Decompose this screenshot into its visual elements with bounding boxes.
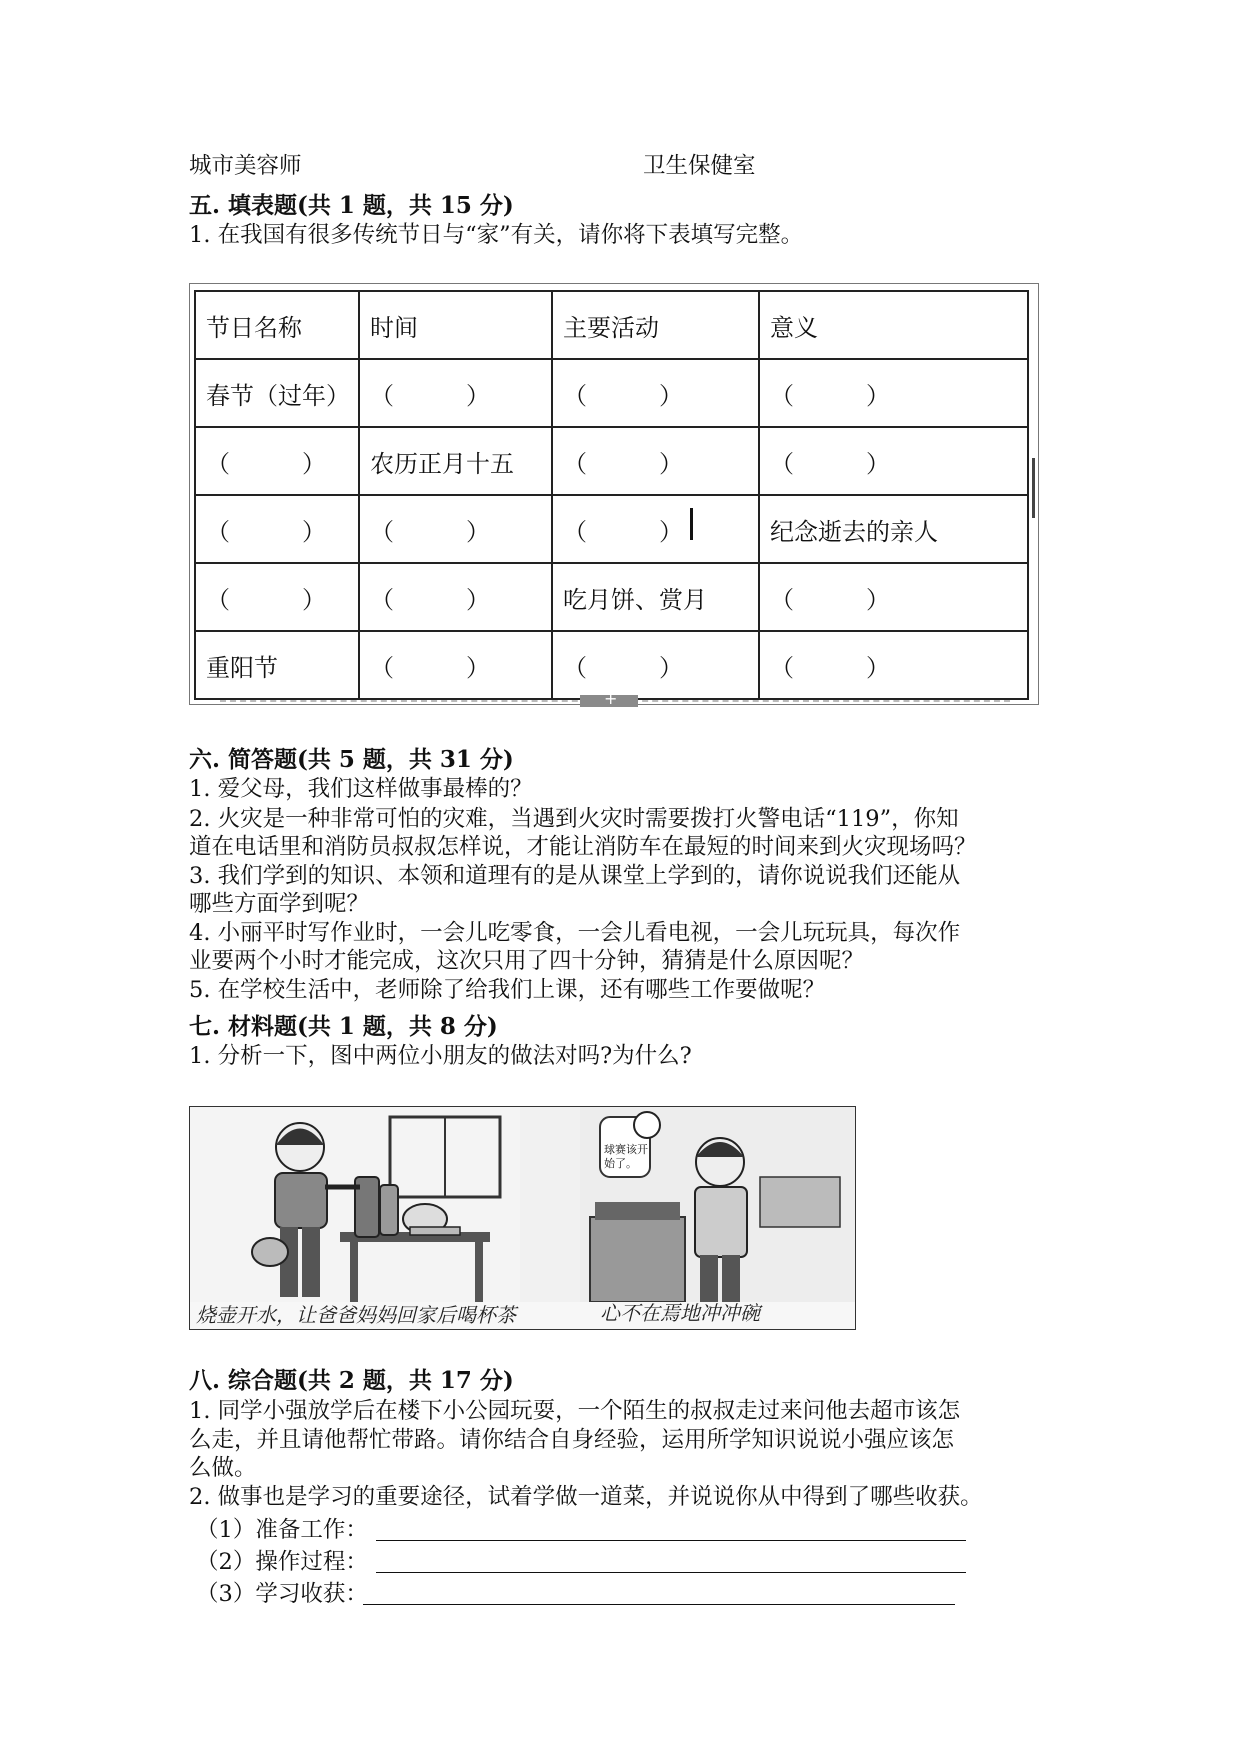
section5-heading: 五. 填表题(共 1 题，共 15 分) [189, 192, 514, 219]
table-cell[interactable]: （ ） [759, 631, 1028, 699]
table-scroll-marker [1032, 458, 1035, 518]
table-cell[interactable]: 春节（过年） [195, 359, 359, 427]
table-cell[interactable]: 纪念逝去的亲人 [759, 495, 1028, 563]
section7-heading: 七. 材料题(共 1 题，共 8 分) [189, 1013, 498, 1040]
table-cell[interactable]: 重阳节 [195, 631, 359, 699]
illustration-children [189, 1106, 856, 1330]
table-cell[interactable]: （ ） [195, 563, 359, 631]
section7-question1: 1. 分析一下，图中两位小朋友的做法对吗?为什么? [189, 1043, 692, 1069]
speech-bubble-text: 球赛该开始了。 [604, 1143, 648, 1170]
table-cell[interactable]: （ ） [552, 427, 759, 495]
table-cell[interactable]: 农历正月十五 [359, 427, 552, 495]
section6-line: 1. 爱父母，我们这样做事最棒的？ [189, 776, 533, 802]
answer-line-preparation[interactable] [376, 1540, 966, 1541]
section6-line: 2. 火灾是一种非常可怕的灾难，当遇到火灾时需要拨打火警电话“119”，你知 [189, 806, 959, 832]
fill-label-process: （2）操作过程： [196, 1549, 368, 1575]
section6-line: 4. 小丽平时写作业时，一会儿吃零食，一会儿看电视，一会儿玩玩具，每次作 [189, 920, 961, 946]
section8-line: 么走，并且请他帮忙带路。请你结合自身经验，运用所学知识说说小强应该怎 [189, 1427, 955, 1453]
label-health-room: 卫生保健室 [643, 153, 756, 179]
section6-line: 道在电话里和消防员叔叔怎样说，才能让消防车在最短的时间来到火灾现场吗？ [189, 834, 977, 860]
table-cell[interactable]: （ ） [552, 631, 759, 699]
header-time: 时间 [359, 291, 552, 359]
caption-left: 烧壶开水，让爸爸妈妈回家后喝杯茶 [196, 1303, 516, 1327]
table-cell[interactable]: （ ） [359, 563, 552, 631]
section6-line: 哪些方面学到呢？ [189, 891, 370, 917]
header-main-activity: 主要活动 [552, 291, 759, 359]
fill-label-preparation: （1）准备工作： [196, 1517, 368, 1543]
table-row [195, 427, 1028, 495]
table-cell[interactable]: （ ） [759, 563, 1028, 631]
table-resize-handle[interactable] [580, 689, 638, 708]
section6-line: 业要两个小时才能完成，这次只用了四十分钟，猜猜是什么原因呢？ [189, 948, 865, 974]
table-cell[interactable]: （ ） [195, 427, 359, 495]
answer-line-process[interactable] [376, 1572, 966, 1573]
section6-line: 5. 在学校生活中，老师除了给我们上课，还有哪些工作要做呢？ [189, 977, 826, 1003]
text-cursor [690, 508, 693, 540]
answer-line-gains[interactable] [363, 1604, 955, 1605]
table-cell[interactable]: （ ） [759, 359, 1028, 427]
table-row [195, 495, 1028, 563]
label-city-beautician: 城市美容师 [189, 153, 302, 179]
section6-line: 3. 我们学到的知识、本领和道理有的是从课堂上学到的，请你说说我们还能从 [189, 863, 961, 889]
table-cell[interactable]: （ ） [195, 495, 359, 563]
table-header-row [195, 291, 1028, 359]
table-cell[interactable]: 吃月饼、赏月 [552, 563, 759, 631]
table-cell[interactable]: （ ） [359, 359, 552, 427]
header-meaning: 意义 [759, 291, 1028, 359]
table-cell[interactable]: （ ） [552, 359, 759, 427]
table-cell[interactable]: （ ） [359, 631, 552, 699]
section8-line: 2. 做事也是学习的重要途径，试着学做一道菜，并说说你从中得到了哪些收获。 [189, 1484, 983, 1510]
fill-label-gains: （3）学习收获： [196, 1581, 368, 1607]
caption-right: 心不在焉地冲冲碗 [600, 1301, 760, 1325]
illustration-drawing [190, 1107, 855, 1329]
plus-icon: + [604, 689, 618, 708]
section6-heading: 六. 简答题(共 5 题，共 31 分) [189, 746, 514, 773]
holiday-table [194, 290, 1029, 700]
table-cell[interactable]: （ ） [552, 495, 759, 563]
table-cell[interactable]: （ ） [759, 427, 1028, 495]
section8-line: 么做。 [189, 1455, 257, 1481]
section5-question1: 1. 在我国有很多传统节日与“家”有关，请你将下表填写完整。 [189, 222, 804, 248]
table-row [195, 359, 1028, 427]
header-holiday-name: 节日名称 [195, 291, 359, 359]
section8-heading: 八. 综合题(共 2 题，共 17 分) [189, 1367, 514, 1394]
table-cell[interactable]: （ ） [359, 495, 552, 563]
table-row [195, 563, 1028, 631]
section8-line: 1. 同学小强放学后在楼下小公园玩耍，一个陌生的叔叔走过来问他去超市该怎 [189, 1398, 961, 1424]
